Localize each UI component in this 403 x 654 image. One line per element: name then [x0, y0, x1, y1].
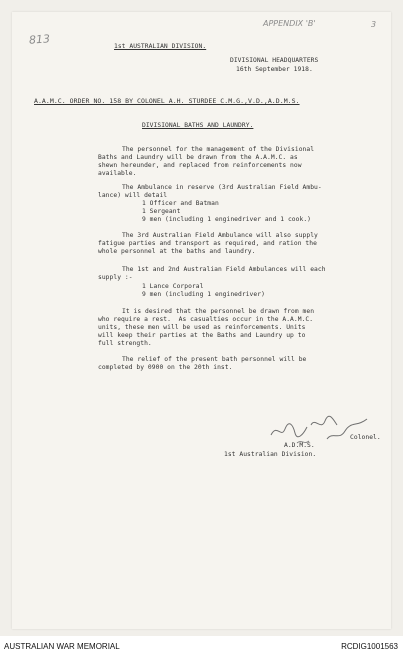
pencil-page-ref: 813: [28, 32, 51, 47]
archive-id: RCDIG1001563: [341, 642, 398, 651]
text-line: will keep their parties at the Baths and Laundry up to: [98, 332, 306, 339]
text-line: The Ambulance in reserve (3rd Australian Field Ambu-: [122, 184, 322, 191]
hq-date: 16th September 1918.: [236, 66, 313, 73]
document-page: [12, 12, 391, 629]
archive-name: AUSTRALIAN WAR MEMORIAL: [4, 642, 120, 651]
text-line: The personnel for the management of the Divisional: [122, 146, 315, 153]
list-item: 9 men (including 1 enginedriver and 1 cook.): [142, 216, 312, 223]
division-heading: 1st AUSTRALIAN DIVISION.: [114, 43, 207, 50]
text-line: shewn hereunder, and replaced from reinforcements now: [98, 162, 302, 169]
pencil-page-number: 3: [371, 20, 377, 29]
list-item: 9 men (including 1 enginedriver): [142, 291, 265, 298]
text-line: Baths and Laundry will be drawn from the A.A.M.C. as: [98, 154, 298, 161]
order-title: A.A.M.C. ORDER NO. 158 BY COLONEL A.H. STURDEE C.M.G.,V.D.,A.D.M.S.: [34, 97, 300, 105]
text-line: It is desired that the personnel be drawn from men: [122, 308, 315, 315]
text-line: available.: [98, 170, 137, 177]
signatory-unit: 1st Australian Division.: [224, 451, 317, 458]
text-line: The relief of the present bath personnel will be: [122, 356, 307, 363]
hq-line: DIVISIONAL HEADQUARTERS: [230, 57, 319, 64]
subject-heading: DIVISIONAL BATHS AND LAUNDRY.: [142, 122, 254, 129]
text-line: The 3rd Australian Field Ambulance will also supply: [122, 232, 318, 239]
text-line: fatigue parties and transport as required, and ration the: [98, 240, 317, 247]
text-line: whole personnel at the baths and laundry.: [98, 248, 256, 255]
signatory-rank: Colonel.: [350, 434, 381, 441]
text-line: full strength.: [98, 340, 152, 347]
list-item: 1 Lance Corporal: [142, 283, 204, 290]
text-line: who require a rest. As casualties occur in the A.A.M.C.: [98, 316, 314, 323]
list-item: 1 Sergeant: [142, 208, 181, 215]
appendix-stamp: APPENDIX 'B': [263, 19, 316, 28]
archive-footer: [0, 636, 403, 654]
signatory-title: A.D.M.S.: [284, 442, 315, 449]
list-item: 1 Officer and Batman: [142, 200, 219, 207]
text-line: units, these men will be used as reinforcements. Units: [98, 324, 306, 331]
text-line: The 1st and 2nd Australian Field Ambulances will each: [122, 266, 326, 273]
text-line: lance) will detail: [98, 192, 168, 199]
text-line: completed by 0900 on the 20th inst.: [98, 364, 233, 371]
text-line: supply :-: [98, 274, 133, 281]
